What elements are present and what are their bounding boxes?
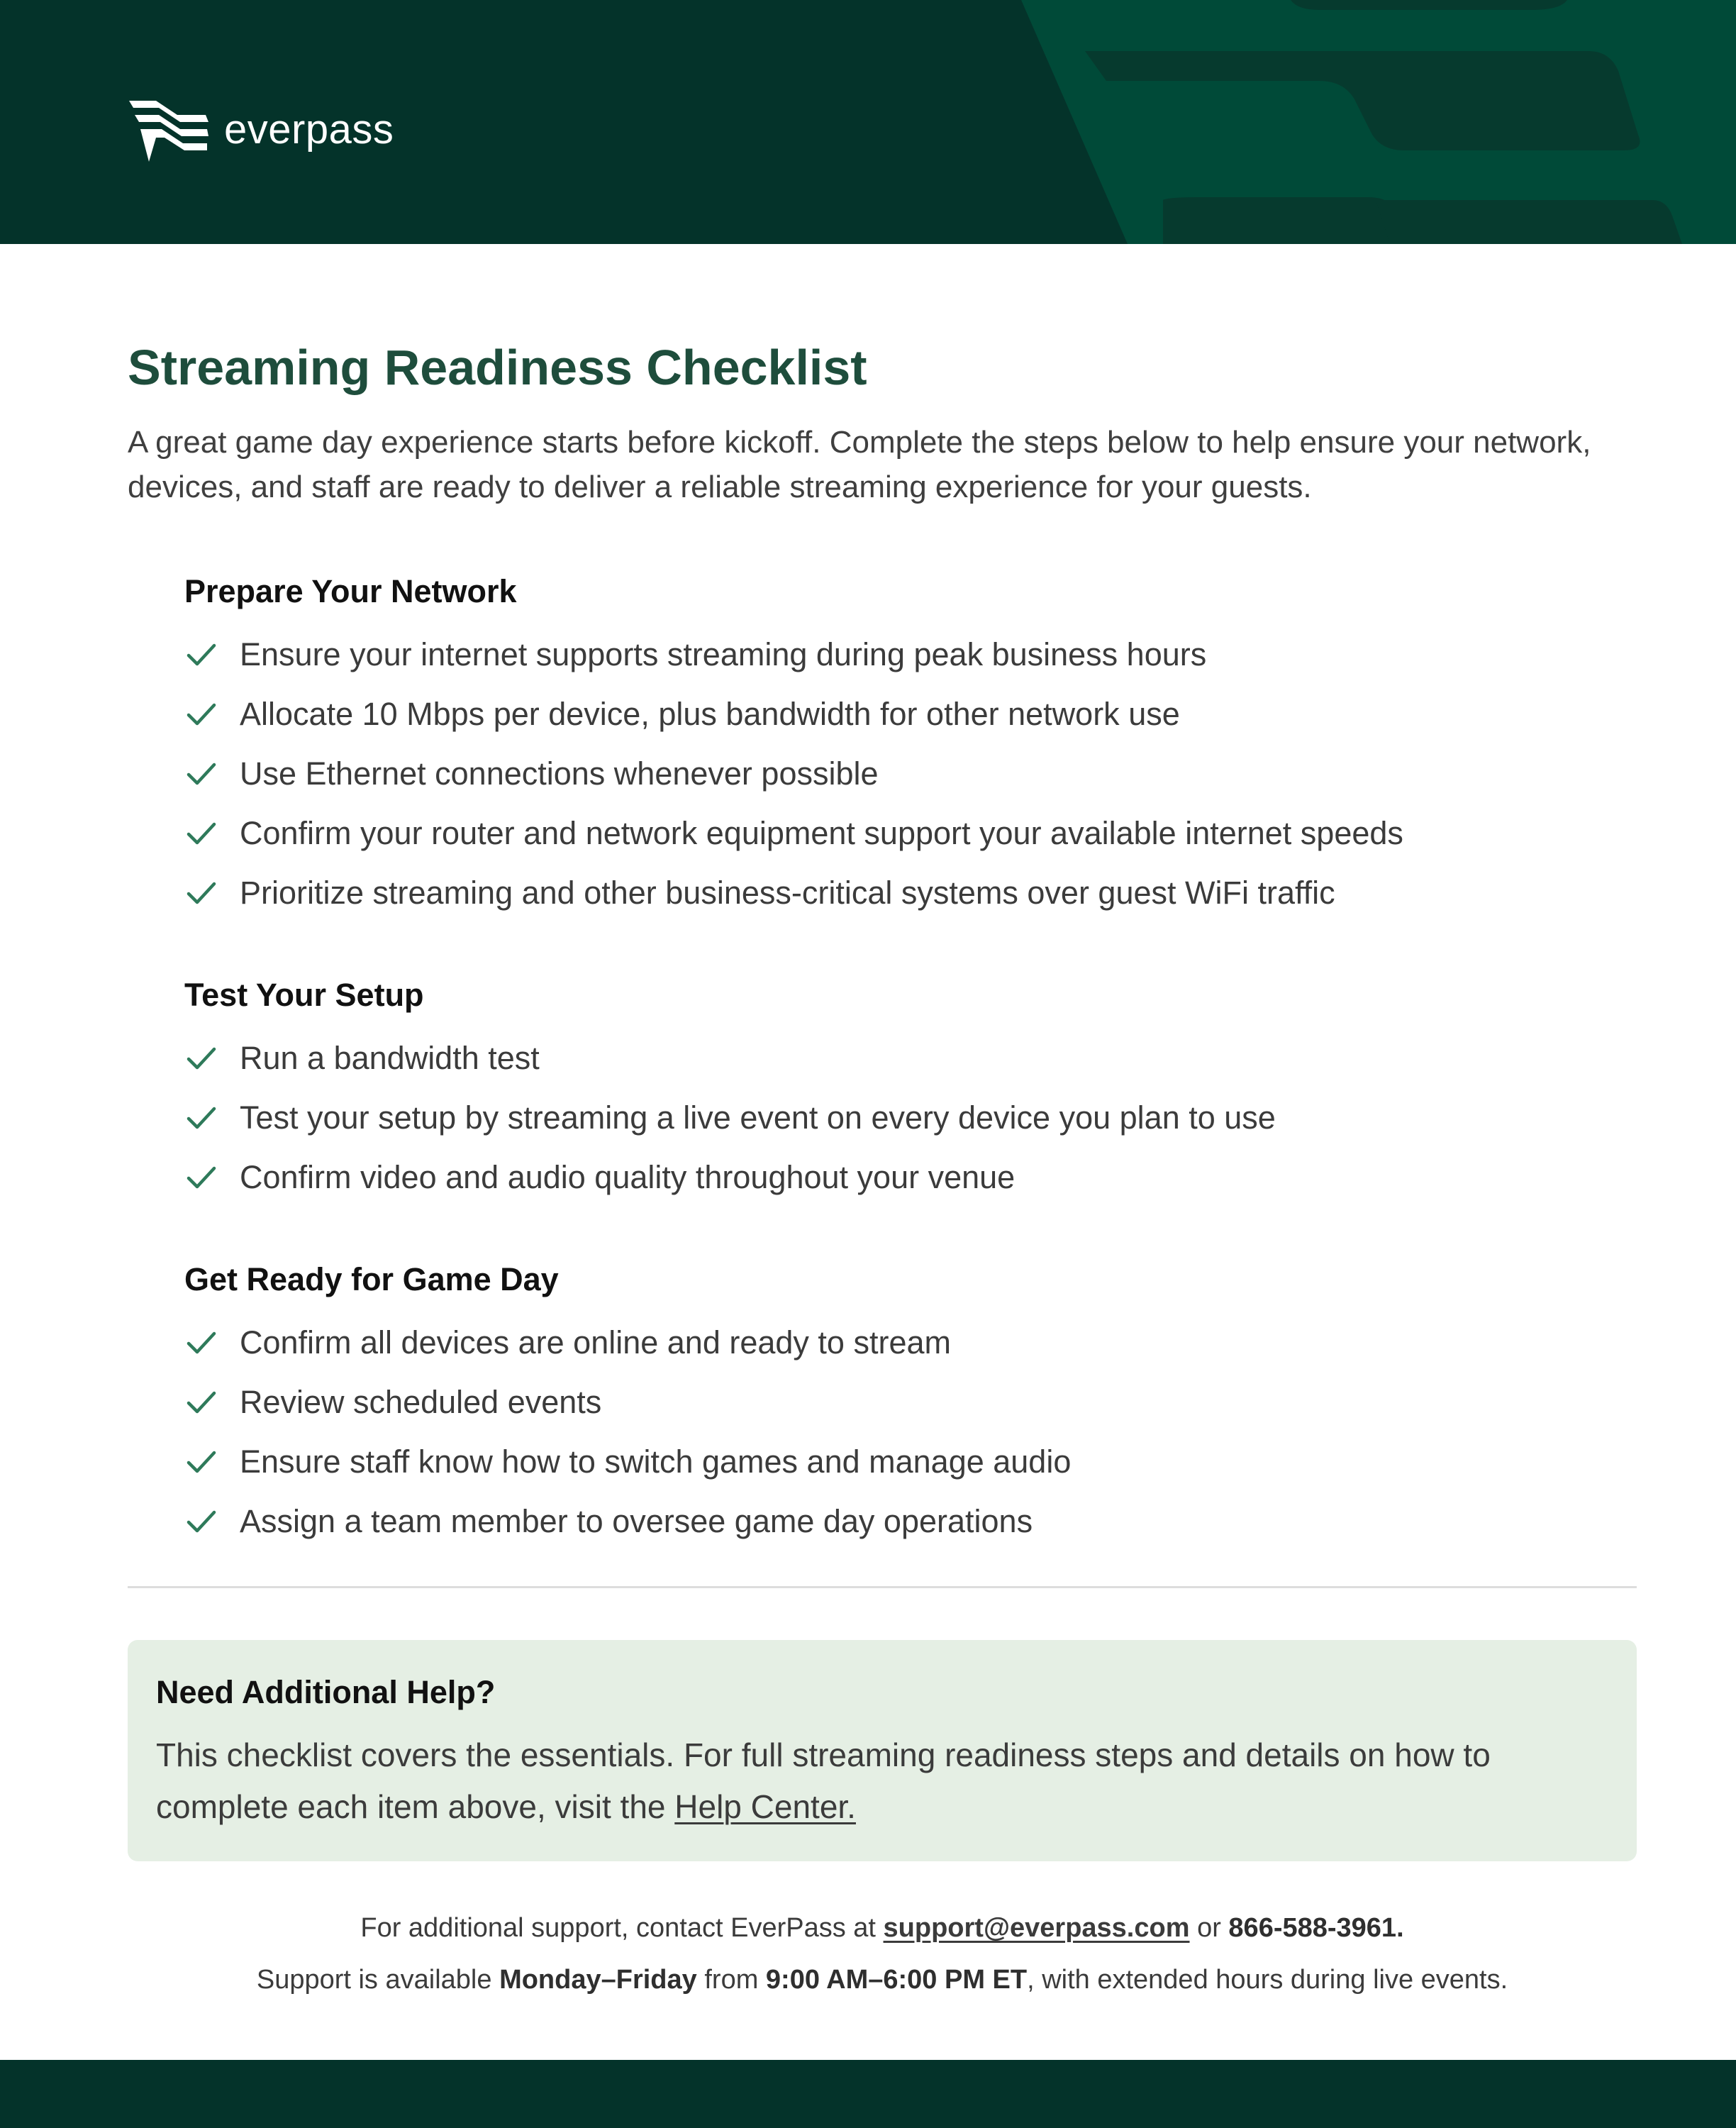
checklist-item (184, 688, 1637, 748)
support-text: Support is available (256, 1965, 500, 1995)
checklist-item (184, 1032, 1637, 1092)
section-test-setup (184, 974, 1637, 1211)
section-divider (128, 1586, 1637, 1588)
support-hours: 9:00 AM–6:00 PM ET (765, 1965, 1028, 1995)
checklist-item-text: Confirm all devices are online and ready to stream (240, 1324, 951, 1361)
section-game-day (184, 1258, 1637, 1555)
help-body-text: This checklist covers the essentials. For full streaming readiness steps and details on how to complete each item above, visit the (156, 1736, 1491, 1825)
checklist-item (184, 1151, 1637, 1211)
checklist-item (184, 1436, 1637, 1495)
checklist-item (184, 1376, 1637, 1436)
checkmark-icon (184, 1445, 218, 1479)
help-title: Need Additional Help? (156, 1674, 496, 1710)
section-title: Test Your Setup (184, 977, 424, 1013)
checkmark-icon (184, 1160, 218, 1195)
checklist-item-text: Ensure staff know how to switch games and manage audio (240, 1443, 1072, 1480)
page-footer-bar (0, 2060, 1736, 2128)
help-center-link[interactable]: Help Center. (674, 1788, 856, 1825)
checkmark-icon (184, 1326, 218, 1360)
support-text: For additional support, contact EverPass at (360, 1913, 884, 1943)
checklist (184, 628, 1637, 926)
checklist-item-text: Run a bandwidth test (240, 1040, 540, 1076)
checklist-item (184, 748, 1637, 807)
help-body (156, 1729, 1608, 1833)
checklist-item (184, 1495, 1637, 1555)
checkmark-icon (184, 757, 218, 791)
help-callout (128, 1640, 1637, 1861)
checklist-item-text: Review scheduled events (240, 1384, 602, 1420)
checklist (184, 1317, 1637, 1555)
checkmark-icon (184, 876, 218, 910)
checklist-item (184, 628, 1637, 688)
checklist-item (184, 867, 1637, 926)
checkmark-icon (184, 638, 218, 672)
checklist-item-text: Prioritize streaming and other business-critical systems over guest WiFi traffic (240, 875, 1335, 911)
checklist-item (184, 1317, 1637, 1376)
checklist (184, 1032, 1637, 1211)
section-prepare-network (184, 570, 1637, 926)
page-title: Streaming Readiness Checklist (128, 340, 867, 395)
intro-paragraph: A great game day experience starts before kickoff. Complete the steps below to help ensure your network, devices, and staff are ready to deliver a reliable streaming experience for your guests. (128, 425, 1591, 504)
checkmark-icon (184, 1504, 218, 1539)
checklist-item-text: Test your setup by streaming a live event on every device you plan to use (240, 1099, 1276, 1136)
checkmark-icon (184, 1101, 218, 1135)
everpass-flag-logo-icon (128, 99, 208, 163)
support-text: from (696, 1965, 766, 1995)
page-header (0, 0, 1736, 244)
checklist-item-text: Ensure your internet supports streaming during peak business hours (240, 636, 1207, 672)
support-info (128, 1902, 1637, 2006)
support-email-link[interactable]: support@everpass.com (883, 1913, 1190, 1943)
checkmark-icon (184, 1041, 218, 1075)
checkmark-icon (184, 697, 218, 731)
checklist-item-text: Assign a team member to oversee game day operations (240, 1503, 1033, 1539)
checkmark-icon (184, 816, 218, 850)
section-title: Prepare Your Network (184, 573, 517, 609)
checklist-item-text: Confirm video and audio quality throughout your venue (240, 1159, 1016, 1195)
checklist-item (184, 807, 1637, 867)
support-text: , with extended hours during live events. (1027, 1965, 1508, 1995)
support-phone: 866-588-3961. (1228, 1913, 1404, 1943)
support-line-contact (128, 1902, 1637, 1954)
checkmark-icon (184, 1385, 218, 1419)
support-days: Monday–Friday (499, 1965, 697, 1995)
support-line-hours (128, 1954, 1637, 2006)
checklist-item-text: Use Ethernet connections whenever possible (240, 755, 879, 792)
checklist-item-text: Confirm your router and network equipment support your available internet speeds (240, 815, 1403, 851)
everpass-logo[interactable] (128, 99, 394, 163)
checklist-item-text: Allocate 10 Mbps per device, plus bandwidth for other network use (240, 696, 1180, 732)
checklist-item (184, 1092, 1637, 1151)
support-text: or (1189, 1913, 1229, 1943)
section-title: Get Ready for Game Day (184, 1261, 559, 1297)
brand-name: everpass (224, 106, 394, 153)
